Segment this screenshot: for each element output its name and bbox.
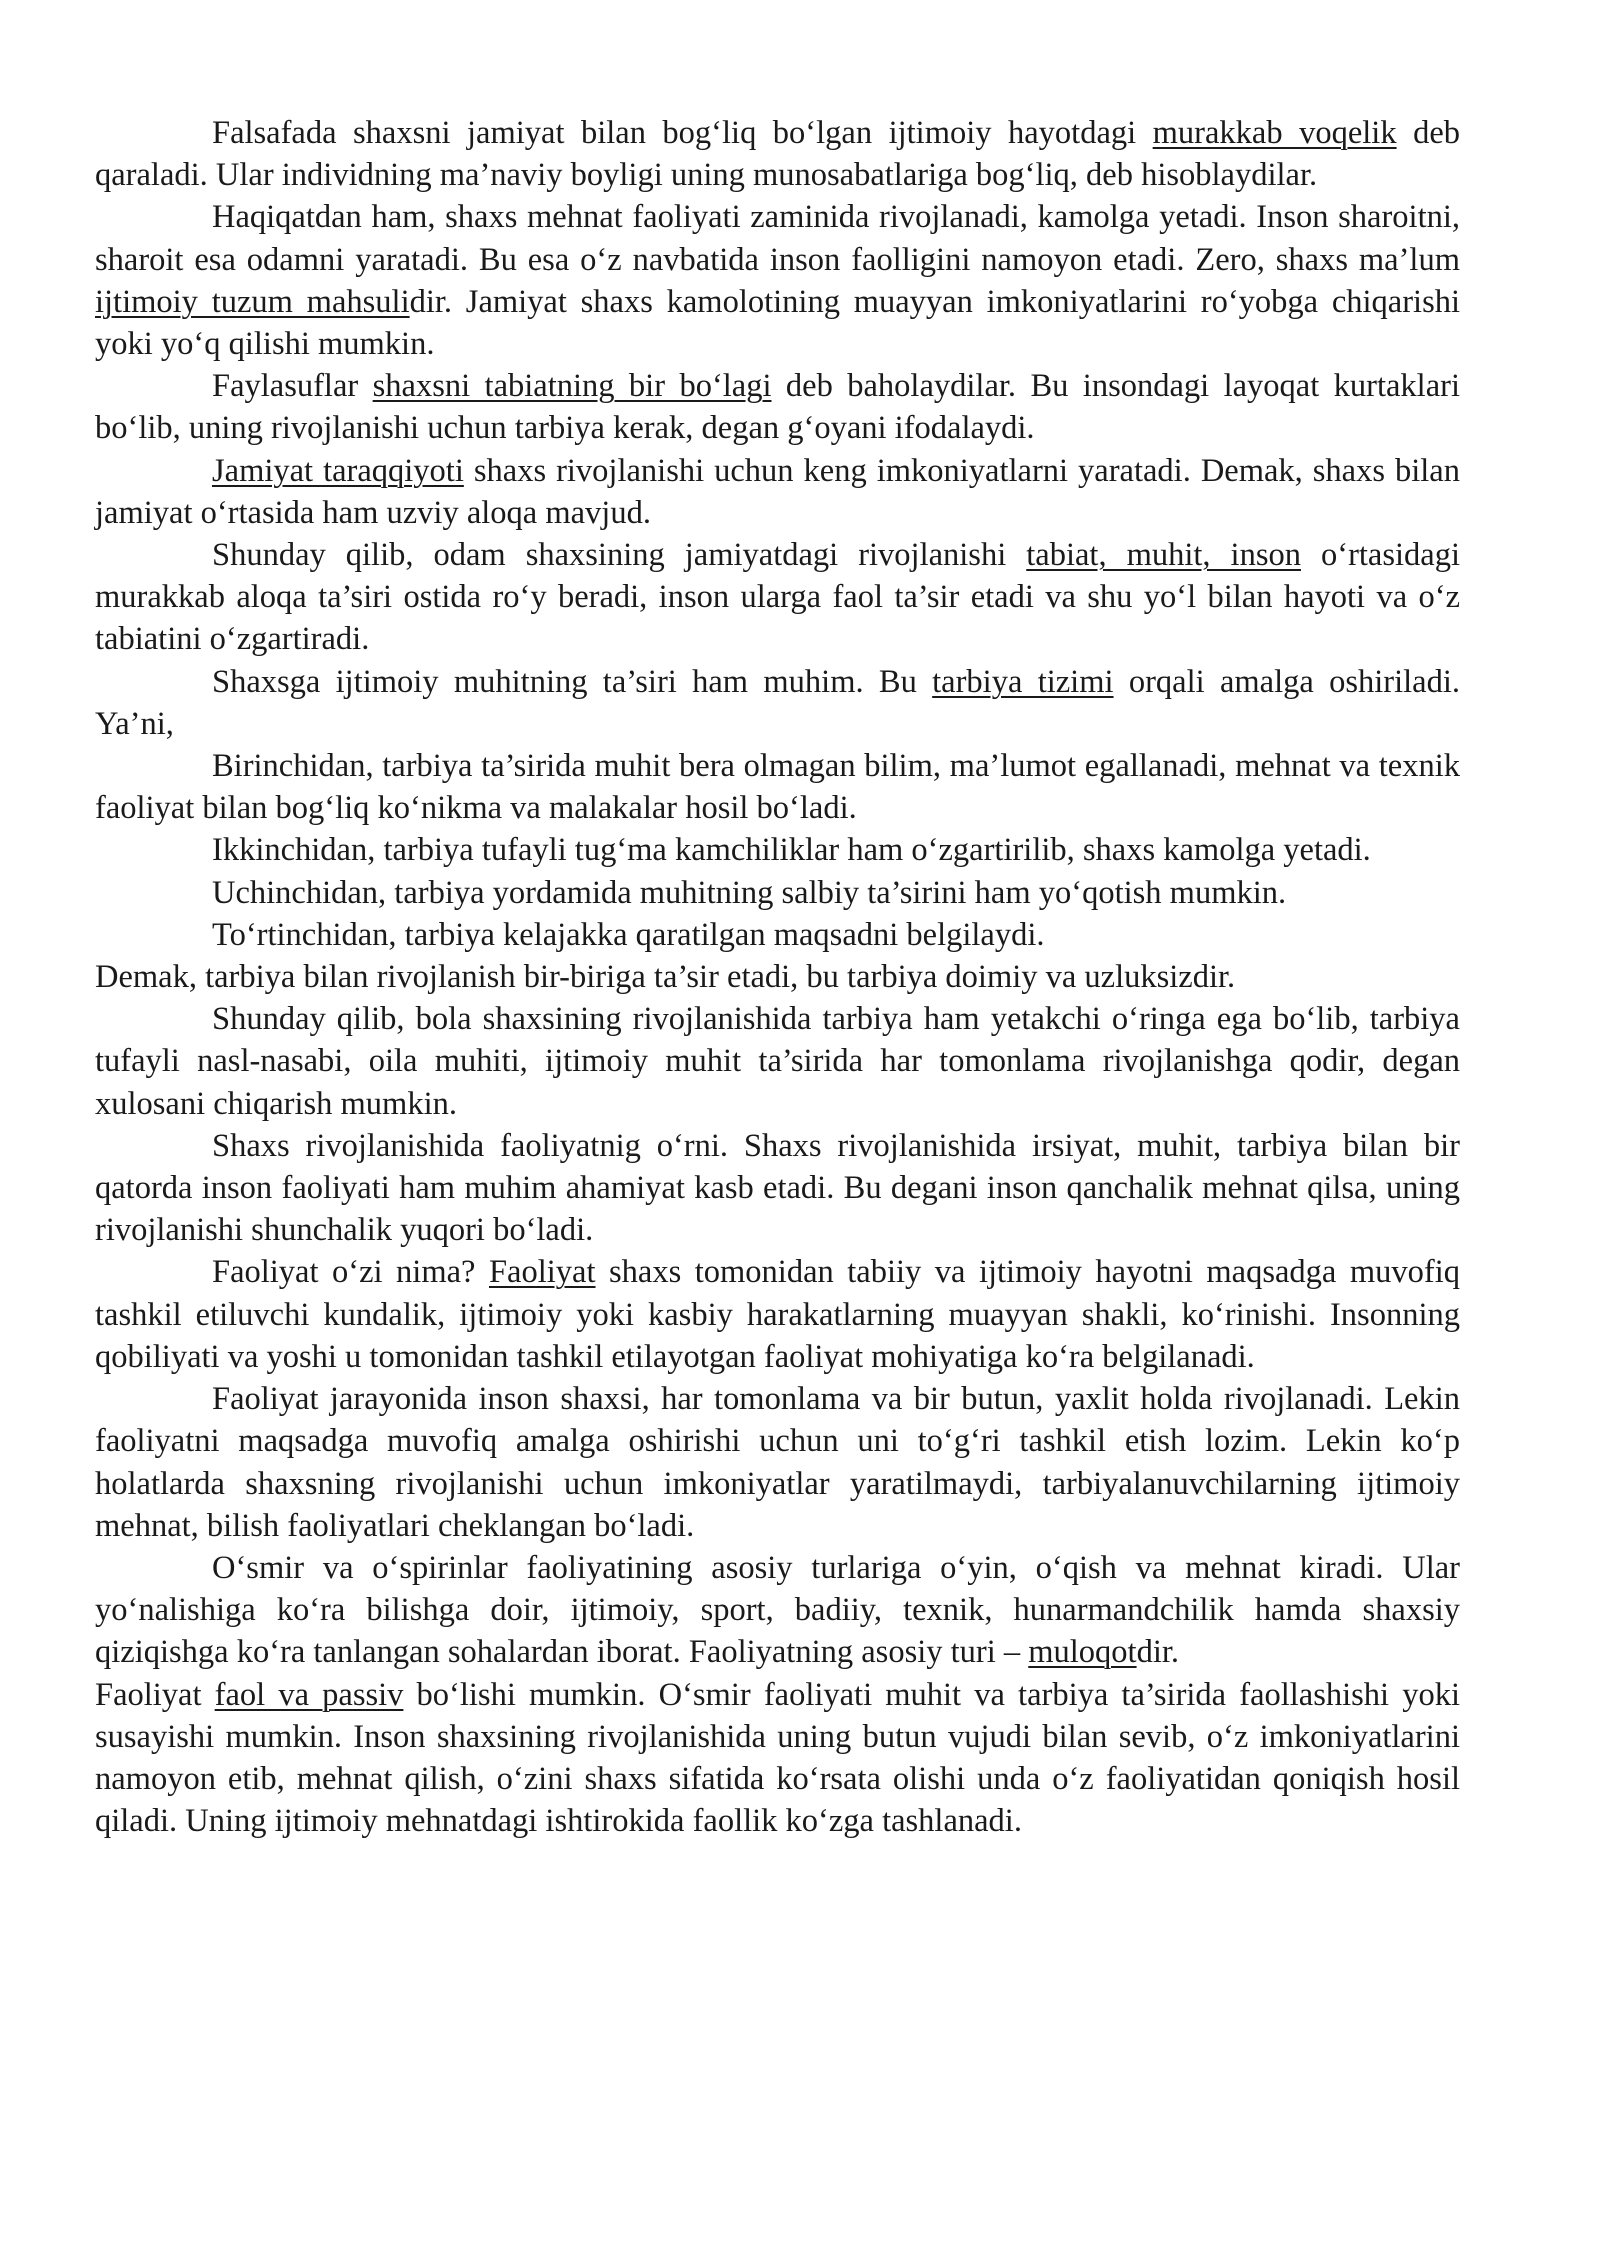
- body-paragraph: [95, 1547, 1460, 1674]
- paragraph-text: Faylasuflar: [212, 368, 373, 405]
- paragraph-text: To‘rtinchidan, tarbiya kelajakka qaratilgan maqsadni belgilaydi.: [212, 916, 1045, 953]
- body-paragraph: [95, 914, 1460, 956]
- paragraph-text: Faoliyat o‘zi nima?: [212, 1254, 489, 1291]
- paragraph-text: Shunday qilib, bola shaxsining rivojlanishida tarbiya ham yetakchi o‘ringa ega bo‘lib, tarbiya tufayli nasl-nasabi, oila muhiti, ijtimoiy muhit ta’sirida har tomonlama rivojlanishga qodir, degan xulosani chiqarish mumkin.: [95, 1001, 1460, 1122]
- body-paragraph: [95, 112, 1460, 196]
- underlined-term: murakkab voqelik: [1152, 115, 1397, 151]
- body-paragraph: [95, 1378, 1460, 1547]
- underlined-term: Jamiyat taraqqiyoti: [212, 452, 464, 489]
- paragraph-text: deb baholaydilar. Bu insondagi layoqat kurtaklari bo‘lib, uning rivojlanishi uchun tarbiya kerak, degan g‘oyani ifodalaydi.: [95, 368, 1460, 447]
- paragraph-text: O‘smir va o‘spirinlar faoliyatining asosiy turlariga o‘yin, o‘qish va mehnat kiradi. Ular yo‘nalishiga ko‘ra bilishga doir, ijtimoiy, sport, badiiy, texnik, hunarmandchilik hamda shaxsiy qiziqishga ko‘ra tanlangan sohalardan iborat. Faoliyatning asosiy turi –: [95, 1549, 1460, 1671]
- paragraph-text: Demak, tarbiya bilan rivojlanish bir-biriga ta’sir etadi, bu tarbiya doimiy va uzluksizdir.: [95, 959, 1236, 996]
- body-paragraph: [95, 1251, 1460, 1378]
- paragraph-text: Uchinchidan, tarbiya yordamida muhitning salbiy ta’sirini ham yo‘qotish mumkin.: [212, 874, 1287, 911]
- body-paragraph: [95, 872, 1460, 914]
- paragraph-text: dir.: [1136, 1634, 1180, 1671]
- body-paragraph: [95, 365, 1460, 449]
- paragraph-text: Shunday qilib, odam shaxsining jamiyatdagi rivojlanishi: [212, 537, 1027, 574]
- paragraph-text: Birinchidan, tarbiya ta’sirida muhit bera olmagan bilim, ma’lumot egallanadi, mehnat va texnik faoliyat bilan bog‘liq ko‘nikma va malakalar hosil bo‘ladi.: [95, 748, 1460, 827]
- underlined-term: Faoliyat: [488, 1254, 596, 1291]
- paragraph-text: Faoliyat: [95, 1676, 215, 1713]
- paragraph-text: bo‘lishi mumkin. O‘smir faoliyati muhit va tarbiya ta’sirida faollashishi yoki susayishi mumkin. Inson shaxsining rivojlanishida uning butun vujudi bilan sevib, o‘z imkoniyatlarini namoyon etib, mehnat qilish, o‘zini shaxs sifatida ko‘rsata olishi unda o‘z faoliyatidan qoniqish hosil qiladi. Uning ijtimoiy mehnatdagi ishtirokida faollik ko‘zga tashlanadi.: [95, 1676, 1461, 1840]
- body-paragraph: [95, 534, 1460, 661]
- document-page: [95, 112, 1460, 1842]
- body-paragraph: [95, 998, 1460, 1125]
- body-paragraph: [95, 1125, 1460, 1252]
- paragraph-text: Shaxsga ijtimoiy muhitning ta’siri ham muhim. Bu: [212, 663, 933, 700]
- paragraph-text: dir. Jamiyat shaxs kamolotining muayyan imkoniyatlarini ro‘yobga chiqarishi yoki yo‘q qilishi mumkin.: [95, 283, 1460, 363]
- paragraph-text: shaxs rivojlanishi uchun keng imkoniyatlarni yaratadi. Demak, shaxs bilan jamiyat o‘rtasida ham uzviy aloqa mavjud.: [95, 452, 1460, 531]
- underlined-term: tabiat, muhit, inson: [1026, 537, 1301, 574]
- paragraph-text: orqali amalga oshiriladi. Ya’ni,: [95, 663, 1460, 742]
- body-paragraph: [95, 1674, 1460, 1843]
- underlined-term: muloqot: [1028, 1634, 1137, 1671]
- underlined-term: faol va passiv: [214, 1676, 404, 1713]
- paragraph-text: Falsafada shaxsni jamiyat bilan bog‘liq bo‘lgan ijtimoiy hayotdagi: [212, 115, 1153, 151]
- body-paragraph: [95, 196, 1460, 365]
- paragraph-text: Faoliyat jarayonida inson shaxsi, har tomonlama va bir butun, yaxlit holda rivojlanadi. Lekin faoliyatni maqsadga muvofiq amalga oshirishi uchun uni to‘g‘ri tashkil etish lozim. Lekin ko‘p holatlarda shaxsning rivojlanishi uchun imkoniyatlar yaratilmaydi, tarbiyalanuvchilarning ijtimoiy mehnat, bilish faoliyatlari cheklangan bo‘ladi.: [95, 1381, 1460, 1544]
- paragraph-text: deb qaraladi. Ular individning ma’naviy boyligi uning munosabatlariga bog‘liq, deb hisoblaydilar.: [95, 115, 1460, 194]
- paragraph-text: Haqiqatdan ham, shaxs mehnat faoliyati zaminida rivojlanadi, kamolga yetadi. Inson sharoitni, sharoit esa odamni yaratadi. Bu esa o‘z navbatida inson faolligini namoyon etadi. Zero, shaxs ma’lum: [95, 199, 1460, 278]
- body-paragraph: [95, 956, 1460, 998]
- body-paragraph: [95, 450, 1460, 534]
- underlined-term: ijtimoiy tuzum mahsuli: [95, 283, 410, 320]
- paragraph-text: o‘rtasidagi murakkab aloqa ta’siri ostida ro‘y beradi, inson ularga faol ta’sir etadi va shu yo‘l bilan hayoti va o‘z tabiatini o‘zgartiradi.: [95, 537, 1460, 658]
- paragraph-text: Shaxs rivojlanishida faoliyatnig o‘rni. Shaxs rivojlanishida irsiyat, muhit, tarbiya bilan bir qatorda inson faoliyati ham muhim ahamiyat kasb etadi. Bu degani inson qanchalik mehnat qilsa, uning rivojlanishi shunchalik yuqori bo‘ladi.: [95, 1127, 1460, 1249]
- body-paragraph: [95, 829, 1460, 871]
- underlined-term: shaxsni tabiatning bir bo‘lagi: [372, 368, 772, 405]
- paragraph-text: Ikkinchidan, tarbiya tufayli tug‘ma kamchiliklar ham o‘zgartirilib, shaxs kamolga yetadi.: [212, 832, 1371, 869]
- underlined-term: tarbiya tizimi: [932, 663, 1114, 700]
- body-paragraph: [95, 745, 1460, 829]
- paragraph-text: shaxs tomonidan tabiiy va ijtimoiy hayotni maqsadga muvofiq tashkil etiluvchi kundalik, ijtimoiy yoki kasbiy harakatlarning muayyan shakli, ko‘rinishi. Insonning qobiliyati va yoshi u tomonidan tashkil etilayotgan faoliyat mohiyatiga ko‘ra belgilanadi.: [95, 1254, 1460, 1375]
- body-paragraph: [95, 661, 1460, 745]
